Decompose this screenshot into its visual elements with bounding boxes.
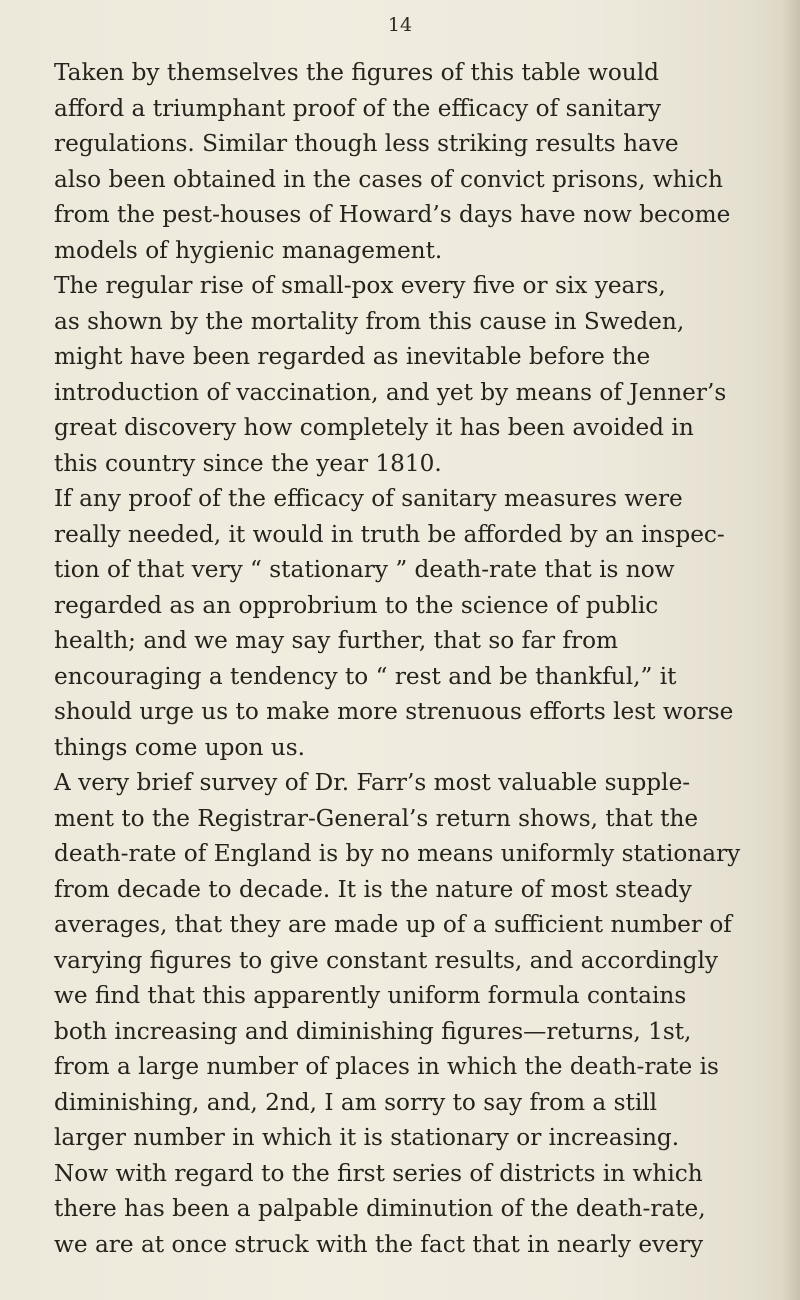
text-line: regarded as an opprobrium to the science of public xyxy=(54,591,659,619)
text-line: averages, that they are made up of a sufficient number of xyxy=(54,911,732,938)
text-line: tion of that very “ stationary ” death-rate that is now xyxy=(54,556,675,583)
text-line: afford a triumphant proof of the efficacy of sanitary xyxy=(54,94,661,122)
text-line: Now with regard to the first series of districts in which xyxy=(54,1159,703,1187)
text-line: from the pest-houses of Howard’s days have now become xyxy=(54,201,731,228)
text-line: A very brief survey of Dr. Farr’s most valuable supple- xyxy=(54,769,691,796)
text-line: this country since the year 1810. xyxy=(54,449,442,477)
text-line: really needed, it would in truth be afforded by an inspec- xyxy=(54,520,725,548)
text-line: Taken by themselves the figures of this table would xyxy=(54,59,659,86)
text-line: we find that this apparently uniform formula contains xyxy=(54,982,687,1009)
text-line: things come upon us. xyxy=(54,733,305,761)
text-line: from a large number of places in which the death-rate is xyxy=(54,1053,719,1080)
text-line: models of hygienic management. xyxy=(54,236,443,264)
text-line: should urge us to make more strenuous efforts lest worse xyxy=(54,698,734,725)
text-line: might have been regarded as inevitable before the xyxy=(54,343,651,370)
text-line: death-rate of England is by no means uniformly stationary xyxy=(54,840,741,867)
text-line: there has been a palpable diminution of the death-rate, xyxy=(54,1195,706,1222)
text-line: from decade to decade. It is the nature of most steady xyxy=(54,875,692,903)
page-edge-shadow xyxy=(782,0,800,1300)
text-line: If any proof of the efficacy of sanitary measures were xyxy=(54,485,683,512)
text-line: The regular rise of small-pox every five or six years, xyxy=(54,272,666,299)
text-line: varying figures to give constant results, and accordingly xyxy=(54,946,719,974)
text-line: introduction of vaccination, and yet by means of Jenner’s xyxy=(54,378,727,406)
text-line: great discovery how completely it has been avoided in xyxy=(54,414,694,441)
body-text xyxy=(54,55,766,1262)
text-line: both increasing and diminishing figures—returns, 1st, xyxy=(54,1017,692,1045)
text-line: also been obtained in the cases of convict prisons, which xyxy=(54,165,723,193)
text-line: we are at once struck with the fact that in nearly every xyxy=(54,1230,704,1258)
text-line: ment to the Registrar-General’s return shows, that the xyxy=(54,804,699,832)
text-line: encouraging a tendency to “ rest and be thankful,” it xyxy=(54,662,677,690)
page-number: 14 xyxy=(387,14,413,36)
text-line: health; and we may say further, that so far from xyxy=(54,627,619,654)
text-line: larger number in which it is stationary or increasing. xyxy=(54,1124,680,1151)
text-line: regulations. Similar though less striking results have xyxy=(54,130,679,157)
text-line: as shown by the mortality from this cause in Sweden, xyxy=(54,307,685,335)
text-line: diminishing, and, 2nd, I am sorry to say from a still xyxy=(54,1088,658,1116)
